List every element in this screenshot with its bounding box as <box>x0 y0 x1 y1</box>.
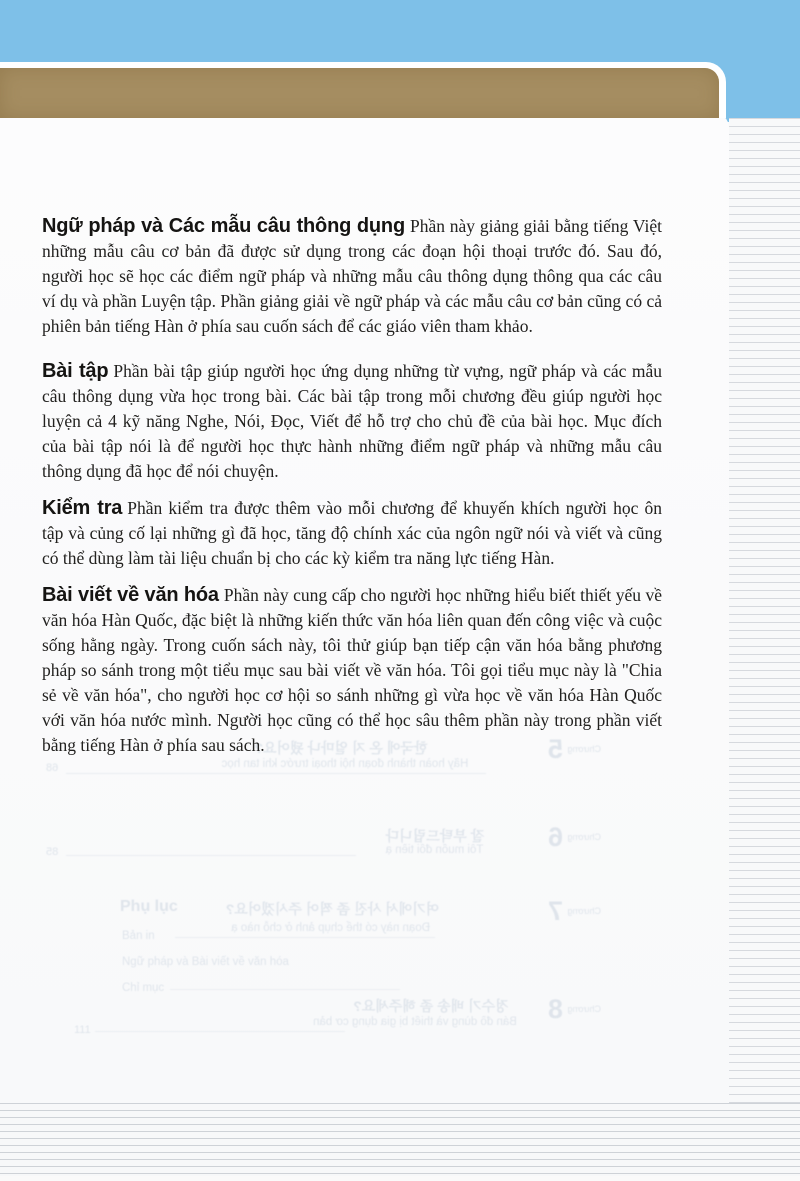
bleed-chapter-subtitle-vi: Đoạn này có thể chụp ảnh ở chỗ nào ạ <box>231 922 430 934</box>
bleed-chapter-badge <box>548 896 601 927</box>
page-edge-stripes-right <box>729 118 800 1103</box>
bleed-chapter-title-kr: 정수기 배송 좀 해주세요? <box>353 998 509 1014</box>
bleed-leader-line <box>95 1031 345 1032</box>
bleed-chapter-subtitle-vi: Bán đồ dùng và thiết bị gia dụng cơ bản <box>313 1016 517 1028</box>
bleed-page-number: 85 <box>46 846 59 858</box>
bleed-chapter-title-kr: 잘 부탁드립니다 <box>385 828 485 844</box>
bleed-page-number: 111 <box>74 1024 91 1036</box>
bleed-chapter-title-kr: 여기에서 사진 좀 찍어 주시겠어요? <box>225 901 440 917</box>
gold-band-outline <box>0 62 726 118</box>
section-heading: Kiểm tra <box>42 496 123 519</box>
bleed-appendix-item: Bản in <box>122 930 155 942</box>
bleed-chapter-word: Chương <box>567 744 601 754</box>
bleed-appendix-heading: Phụ lục <box>120 898 178 915</box>
bleed-chapter-word: Chương <box>567 1004 601 1014</box>
bleed-leader-line <box>66 773 486 774</box>
bleed-chapter-number: 8 <box>548 994 564 1024</box>
bleed-chapter-number: 6 <box>548 822 564 852</box>
bleed-leader-line <box>66 855 356 856</box>
section-heading: Bài viết về văn hóa <box>42 583 219 606</box>
bleed-appendix-item: Ngữ pháp và Bài viết về văn hóa <box>122 956 289 968</box>
bleed-chapter-subtitle-vi: Hãy hoàn thành đoạn hội thoại trước khi tan học <box>221 758 469 770</box>
section-body: Phần kiểm tra được thêm vào mỗi chương để khuyến khích người học ôn tập và củng cố lại những gì đã học, tăng độ chính xác của ngôn ngữ nói và viết và cũng có thể dùng làm tài liệu chuẩn bị cho các kỳ kiểm tra năng lực tiếng Hàn. <box>42 497 662 568</box>
paragraph-review <box>42 496 662 571</box>
book-page <box>0 112 729 1103</box>
section-body: Phần này cung cấp cho người học những hiểu biết thiết yếu về văn hóa Hàn Quốc, đặc biệt là những kiến thức văn hóa liên quan đến công việc và cuộc sống hằng ngày. Trong cuốn sách này, tôi thử giúp bạn tiếp cận văn hóa bằng phương pháp so sánh trong một tiểu mục sau bài viết về văn hóa. Tôi gọi tiểu mục này là "Chia sẻ về văn hóa", cho người học cơ hội so sánh những gì vừa học về văn hóa Hàn Quốc với văn hóa nước mình. Người học cũng có thể học sâu thêm phần này trong phần viết bằng tiếng Hàn ở phía sau sách. <box>42 584 663 755</box>
bleed-chapter-subtitle-vi: Tôi muốn đổi tiền ạ <box>385 844 484 856</box>
paragraph-grammar-patterns <box>42 214 662 339</box>
bleed-chapter-word: Chương <box>567 832 601 842</box>
bleed-appendix-item: Chỉ mục <box>122 982 165 994</box>
gold-band <box>0 68 719 118</box>
page-edge-stripes-bottom <box>0 1103 800 1176</box>
bleed-leader-line <box>175 937 435 938</box>
section-heading: Bài tập <box>42 359 109 382</box>
bleed-chapter-title-kr: 한국에 온 지 얼마나 됐어요? <box>254 740 428 756</box>
bleed-chapter-badge <box>548 994 601 1025</box>
section-heading: Ngữ pháp và Các mẫu câu thông dụng <box>42 214 405 237</box>
bleed-chapter-number: 7 <box>548 896 564 926</box>
paragraph-culture <box>42 583 662 758</box>
bleed-leader-line <box>170 989 400 990</box>
bleed-chapter-word: Chương <box>567 906 601 916</box>
section-body: Phần bài tập giúp người học ứng dụng những từ vựng, ngữ pháp và các mẫu câu thông dụng vừa học trong bài. Các bài tập trong mỗi chương đều giúp người học luyện cả 4 kỹ năng Nghe, Nói, Đọc, Viết để hỗ trợ cho chủ đề của bài học. Mục đích của bài tập nói là để người học thực hành những điểm ngữ pháp và những mẫu câu thông dụng đã học để nói chuyện. <box>42 360 662 481</box>
paragraph-exercises <box>42 359 662 484</box>
bleed-page-number: 68 <box>46 762 59 774</box>
section-body: Phần này giảng giải bằng tiếng Việt những mẫu câu cơ bản đã được sử dụng trong các đoạn hội thoại trước đó. Sau đó, người học sẽ học các điểm ngữ pháp và những mẫu câu thông dụng thông qua các câu ví dụ và phần Luyện tập. Phần giảng giải về ngữ pháp và các mẫu câu cơ bản cũng có cả phiên bản tiếng Hàn ở phía sau cuốn sách để các giáo viên tham khảo. <box>42 215 662 336</box>
bleed-chapter-number: 5 <box>548 734 564 764</box>
bleed-chapter-badge <box>548 822 601 853</box>
